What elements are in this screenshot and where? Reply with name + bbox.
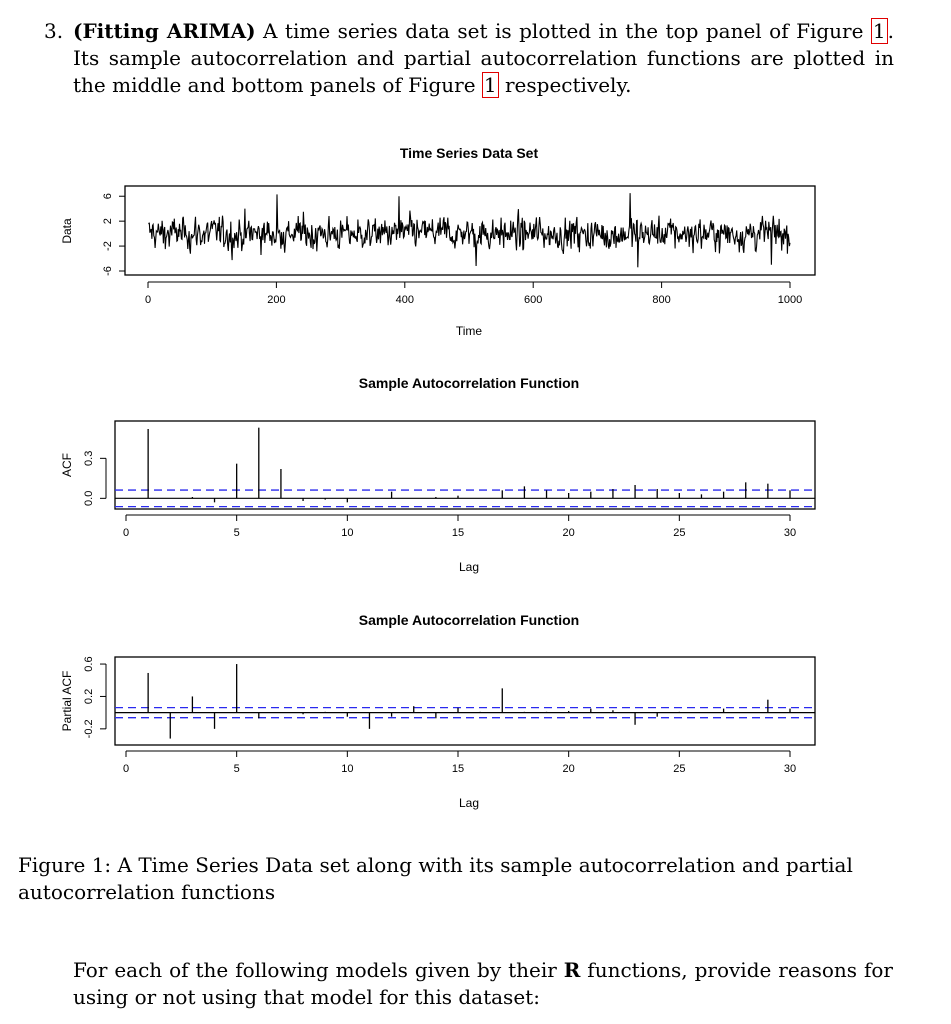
x-tick-label: 5: [233, 763, 240, 775]
y-tick-label: 0.6: [83, 656, 95, 672]
x-tick-label: 600: [524, 294, 543, 306]
x-tick-label: 200: [267, 294, 286, 306]
figure-caption: Figure 1: A Time Series Data set along with its sample autocorrelation and partial autocorrelation functions: [18, 853, 853, 904]
x-axis: [123, 751, 796, 775]
plot-frame: [115, 657, 815, 745]
x-tick-label: 30: [783, 527, 797, 539]
problem-text-3: respectively.: [498, 73, 632, 97]
x-tick-label: 20: [562, 763, 575, 775]
y-axis: [83, 656, 106, 738]
x-axis: [123, 515, 796, 539]
x-tick-label: 10: [341, 527, 354, 539]
y-tick-label: -2: [102, 241, 114, 251]
x-axis-label: Lag: [458, 796, 480, 810]
y-tick-label: 0.2: [83, 688, 95, 705]
pacf-panel: [60, 612, 815, 810]
time-series-line: [149, 193, 790, 267]
x-tick-label: 0: [144, 294, 152, 306]
chart-title: Sample Autocorrelation Function: [358, 612, 580, 628]
x-axis-label: Lag: [458, 560, 480, 574]
x-axis: [145, 282, 802, 306]
acf-marks: [115, 428, 815, 507]
r-language-label: R: [563, 958, 581, 982]
pacf-marks: [115, 664, 815, 739]
x-tick-label: 15: [451, 527, 465, 539]
x-tick-label: 0: [122, 763, 130, 775]
y-axis-label: Partial ACF: [60, 670, 74, 732]
x-tick-label: 25: [673, 527, 686, 539]
y-tick-label: 6: [102, 193, 114, 200]
y-axis: [83, 451, 106, 506]
figure-reference-link[interactable]: 1: [872, 19, 886, 43]
problem-text-1: A time series data set is plotted in the top panel of Figure: [255, 19, 871, 43]
y-axis-label: Data: [60, 218, 74, 244]
followup-text-1: For each of the following models given by their: [73, 958, 564, 982]
x-tick-label: 15: [451, 763, 465, 775]
x-tick-label: 1000: [777, 294, 803, 306]
problem-statement: [44, 18, 894, 99]
y-axis: [102, 193, 125, 276]
x-tick-label: 800: [652, 294, 671, 306]
chart-title: Sample Autocorrelation Function: [358, 375, 580, 391]
followup-paragraph: [73, 957, 893, 1011]
x-tick-label: 10: [341, 763, 354, 775]
problem-title: (Fitting ARIMA): [73, 19, 256, 43]
problem-text-2: . Its sample autocorrelation and partial autocorrelation functions are plotted in the middle and bottom panels of Figure: [73, 19, 894, 97]
x-tick-label: 30: [783, 763, 797, 775]
y-tick-label: 2: [102, 218, 114, 225]
y-tick-label: 0.3: [83, 450, 95, 466]
x-tick-label: 5: [233, 527, 240, 539]
x-tick-label: 25: [673, 763, 686, 775]
x-axis-label: Time: [455, 324, 483, 338]
y-tick-label: 0.0: [83, 490, 95, 506]
y-tick-label: -6: [102, 266, 114, 276]
x-tick-label: 20: [562, 527, 575, 539]
plot-frame: [115, 421, 815, 509]
x-tick-label: 0: [122, 527, 130, 539]
problem-body: [73, 18, 894, 99]
x-tick-label: 400: [395, 294, 414, 306]
chart-title: Time Series Data Set: [399, 145, 539, 161]
plot-frame: [125, 186, 815, 275]
time-series-panel: [60, 145, 815, 338]
y-tick-label: -0.2: [83, 719, 95, 739]
figure-1: [0, 130, 951, 830]
acf-panel: [60, 375, 815, 574]
problem-number: 3.: [44, 19, 64, 43]
y-axis-label: ACF: [60, 453, 74, 477]
figure-reference-link[interactable]: 1: [483, 73, 497, 97]
followup-text-2: functions, provide reasons for using or not using that model for this dataset:: [73, 958, 893, 1009]
